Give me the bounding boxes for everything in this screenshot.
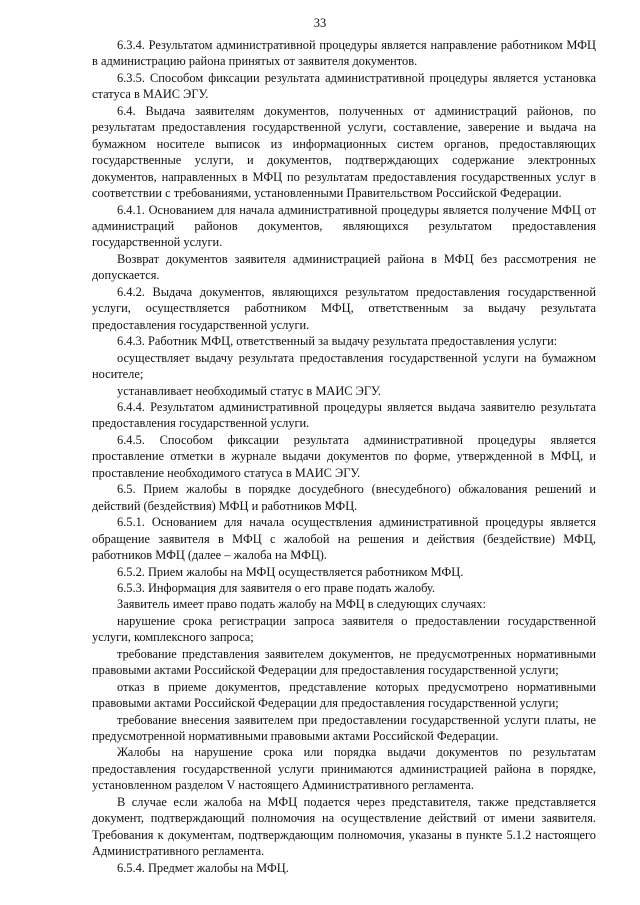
paragraph: требование внесения заявителем при предоставлении государственной услуги платы, не предусмотренной нормативными правовыми актами Российской Федерации. <box>92 712 596 744</box>
paragraph: 6.4.3. Работник МФЦ, ответственный за выдачу результата предоставления услуги: <box>117 334 558 349</box>
paragraph: 6.5.4. Предмет жалобы на МФЦ. <box>117 860 289 875</box>
paragraph: В случае если жалоба на МФЦ подается через представителя, также представляется документ, подтверждающий полномочия на осуществление действий от имени заявителя. Требования к документам, подтверждающим полномочия, указаны в пункте 5.1.2 настоящего Административного регламента. <box>92 794 596 859</box>
paragraph: 6.5.1. Основанием для начала осуществления административной процедуры является обращение заявителя в МФЦ с жалобой на решения и действия (бездействие) МФЦ, работников МФЦ (далее – жалоба на МФЦ). <box>92 515 596 563</box>
paragraph: Заявитель имеет право подать жалобу на МФЦ в следующих случаях: <box>117 597 486 612</box>
paragraph: 6.4.1. Основанием для начала административной процедуры является получение МФЦ от администраций районов документов, являющихся результатом предоставления государственной услуги. <box>92 202 596 250</box>
paragraph: нарушение срока регистрации запроса заявителя о предоставлении государственной услуги, комплексного запроса; <box>92 613 596 645</box>
paragraph: требование представления заявителем документов, не предусмотренных нормативными правовыми актами Российской Федерации для предоставления государственной услуги; <box>92 646 596 678</box>
paragraph: 6.4.5. Способом фиксации результата административной процедуры является проставление отметки в журнале выдачи документов по форме, утвержденной в МФЦ, и проставление необходимого статуса в МАИС ЭГУ. <box>92 432 596 480</box>
document-body <box>92 37 596 876</box>
page-number: 33 <box>313 16 327 30</box>
paragraph: 6.3.5. Способом фиксации результата административной процедуры является установка статуса в МАИС ЭГУ. <box>92 70 596 102</box>
paragraph: осуществляет выдачу результата предоставления государственной услуги на бумажном носителе; <box>92 350 596 382</box>
paragraph: Жалобы на нарушение срока или порядка выдачи документов по результатам предоставления государственной услуги принимаются администрацией района в порядке, установленном разделом V настоящего Административного регламента. <box>92 745 596 793</box>
paragraph: 6.5.2. Прием жалобы на МФЦ осуществляется работником МФЦ. <box>117 564 464 579</box>
paragraph: 6.5. Прием жалобы в порядке досудебного (внесудебного) обжалования решений и действий (бездействия) МФЦ и работников МФЦ. <box>92 482 596 513</box>
paragraph: 6.4.4. Результатом административной процедуры является выдача заявителю результата предоставления государственной услуги. <box>92 399 596 431</box>
paragraph: отказ в приеме документов, представление которых предусмотрено нормативными правовыми актами Российской Федерации для предоставления государственной услуги; <box>92 679 596 711</box>
paragraph: 6.5.3. Информация для заявителя о его праве подать жалобу. <box>117 580 435 595</box>
paragraph: 6.4.2. Выдача документов, являющихся результатом предоставления государственной услуги, осуществляется работником МФЦ, ответственным за выдачу результата предоставления государственной услуги. <box>92 284 596 332</box>
paragraph: 6.4. Выдача заявителям документов, полученных от администраций районов, по результатам предоставления государственной услуги, составление, заверение и выдача на бумажном носителе выписок из информационных систем органов, предоставляющих государственные услуги, и документов, подтверждающих содержание электронных документов, направленных в МФЦ по результатам предоставления государственных услуг в соответствии с требованиями, установленными Правительством Российской Федерации. <box>92 103 596 201</box>
paragraph: Возврат документов заявителя администрацией района в МФЦ без рассмотрения не допускается. <box>92 251 596 283</box>
paragraph: устанавливает необходимый статус в МАИС ЭГУ. <box>117 383 381 398</box>
paragraph: 6.3.4. Результатом административной процедуры является направление работником МФЦ в администрацию района принятых от заявителя документов. <box>92 38 596 69</box>
